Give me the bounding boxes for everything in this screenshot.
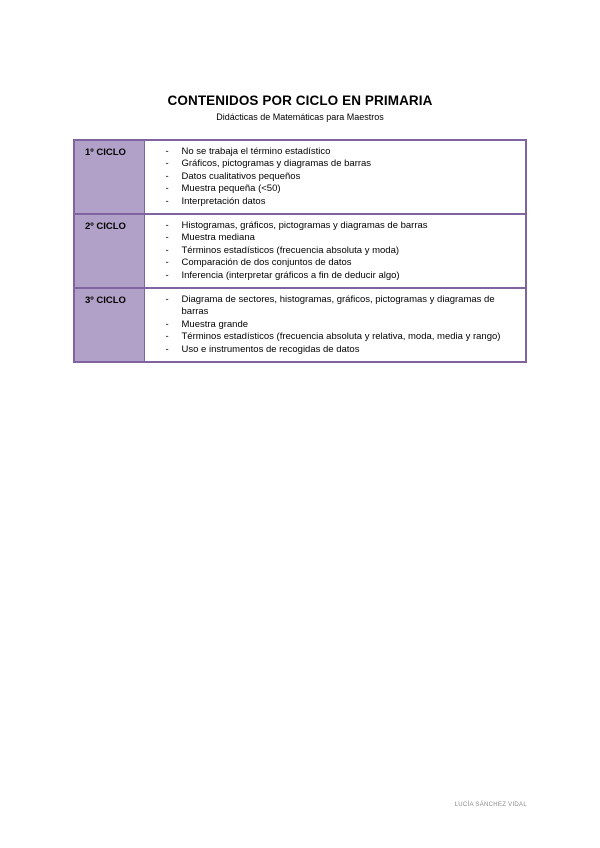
list-item — [145, 220, 520, 232]
list-item-text: Histogramas, gráficos, pictogramas y diagramas de barras — [181, 220, 428, 232]
list-item-text: Términos estadísticos (frecuencia absoluta y relativa, moda, media y rango) — [181, 331, 501, 343]
list-item-text: Datos cualitativos pequeños — [181, 170, 301, 182]
table-row — [74, 288, 526, 362]
bullet-dash: - — [165, 195, 169, 207]
bullet-dash: - — [165, 183, 169, 195]
bullet-dash: - — [165, 146, 169, 157]
list-item — [145, 294, 520, 319]
bullet-dash: - — [165, 232, 169, 244]
cycles-table — [73, 139, 527, 363]
list-item-text: Interpretación datos — [181, 195, 266, 207]
list-item — [145, 257, 520, 269]
content-list — [145, 146, 520, 208]
bullet-dash: - — [165, 331, 169, 343]
list-item-text: Comparación de dos conjuntos de datos — [181, 257, 352, 269]
bullet-dash: - — [165, 158, 169, 170]
cycle-content — [144, 140, 526, 214]
bullet-dash: - — [165, 244, 169, 256]
list-item-text: Muestra pequeña (<50) — [181, 183, 281, 195]
list-item-text: Muestra mediana — [181, 232, 255, 244]
cycle-label: 1º CICLO — [74, 140, 144, 214]
bullet-dash: - — [165, 257, 169, 269]
table-row — [74, 140, 526, 214]
list-item — [145, 146, 520, 158]
page-title: CONTENIDOS POR CICLO EN PRIMARIA — [167, 93, 433, 108]
content-list — [145, 220, 520, 282]
list-item-text: No se trabaja el término estadístico — [181, 146, 331, 157]
bullet-dash: - — [165, 170, 169, 182]
list-item — [145, 196, 520, 208]
list-item — [145, 344, 520, 356]
bullet-dash: - — [165, 220, 169, 232]
cycle-label: 3º CICLO — [74, 288, 144, 362]
list-item-text: Uso e instrumentos de recogidas de datos — [181, 343, 360, 355]
bullet-dash: - — [165, 294, 169, 306]
cycle-content — [144, 288, 526, 362]
list-item — [145, 319, 520, 331]
page-footer: LUCÍA SÁNCHEZ VIDAL — [454, 802, 527, 808]
list-item — [145, 245, 520, 257]
cycle-content — [144, 214, 526, 288]
bullet-dash: - — [165, 343, 169, 355]
cycle-label: 2º CICLO — [74, 214, 144, 288]
list-item — [145, 232, 520, 244]
list-item — [145, 158, 520, 170]
list-item-text: Inferencia (interpretar gráficos a fin de deducir algo) — [181, 269, 400, 281]
list-item — [145, 270, 520, 282]
list-item-text: Términos estadísticos (frecuencia absoluta y moda) — [181, 244, 400, 256]
list-item — [145, 183, 520, 195]
page-subtitle: Didácticas de Matemáticas para Maestros — [216, 112, 384, 122]
list-item — [145, 171, 520, 183]
content-list — [145, 294, 520, 356]
bullet-dash: - — [165, 269, 169, 281]
table-row — [74, 214, 526, 288]
bullet-dash: - — [165, 318, 169, 330]
list-item-text: Muestra grande — [181, 318, 249, 330]
list-item-text: Gráficos, pictogramas y diagramas de barras — [181, 158, 372, 170]
list-item-text: Diagrama de sectores, histogramas, gráficos, pictogramas y diagramas de barras — [181, 294, 495, 318]
list-item — [145, 331, 520, 343]
